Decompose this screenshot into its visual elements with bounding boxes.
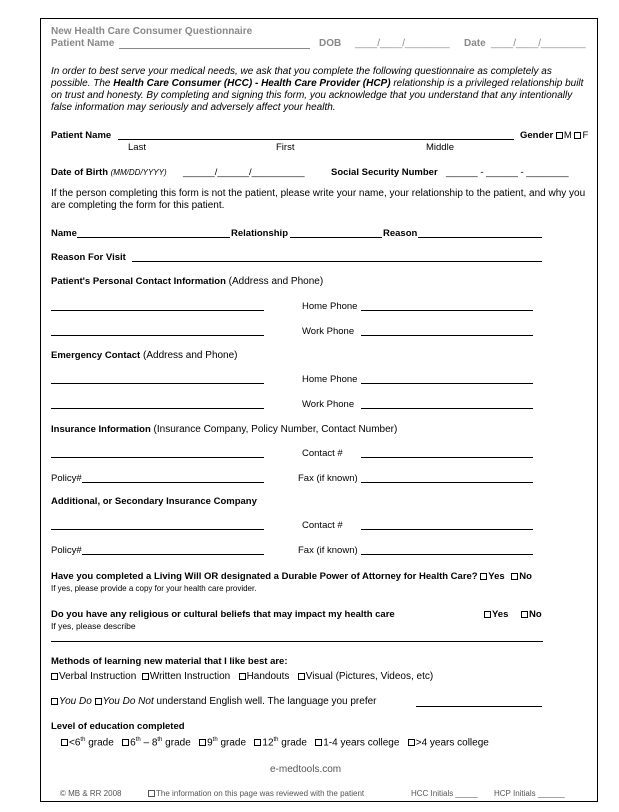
header-date-field[interactable]: ____/____/________ (491, 38, 586, 49)
gender-m-checkbox[interactable] (556, 132, 563, 139)
beliefs-description-field[interactable] (51, 641, 543, 642)
header-dob-field[interactable]: ____/____/________ (355, 38, 450, 49)
secondary-policy-label: Policy# (51, 545, 82, 556)
intro-paragraph: In order to best serve your medical needs, we ask that you complete the following questionnaire as completely as possible. The Health Care Consumer (HCC) - Health Care Provider (HCP) relationship is a privileged relationship built on trust and honesty. By completing and signing this form, you acknowledge that you understand that any intentionally false information may seriously and adversely affect your health. (51, 66, 584, 113)
header-date-label: Date (464, 38, 486, 49)
english-do-checkbox[interactable] (51, 698, 58, 705)
written-checkbox[interactable] (142, 673, 149, 680)
relationship-label: Relationship (231, 228, 289, 239)
preferred-language-field[interactable] (416, 706, 542, 707)
form-title: New Health Care Consumer Questionnaire (51, 26, 253, 37)
insurance-contact-label: Contact # (302, 448, 343, 459)
edu-college-plus-checkbox[interactable] (408, 739, 415, 746)
education-options: <6th grade 6th – 8th grade 9th grade 12th grade 1-4 years college >4 years college (61, 737, 489, 748)
completer-name-label: Name (51, 228, 77, 239)
beliefs-yes-checkbox[interactable] (484, 611, 491, 618)
fax-label: Fax (if known) (298, 473, 358, 484)
patient-name-field[interactable] (118, 139, 514, 140)
header-patient-name-field[interactable] (119, 48, 310, 49)
english-row: You Do You Do Not understand English well. The language you prefer (51, 697, 377, 707)
living-will-question: Have you completed a Living Will OR designated a Durable Power of Attorney for Health Care? Yes No (51, 571, 532, 582)
english-donot-checkbox[interactable] (95, 698, 102, 705)
personal-address-line-1[interactable] (51, 310, 264, 311)
edu-9-checkbox[interactable] (199, 739, 206, 746)
personal-address-line-2[interactable] (51, 335, 264, 336)
secondary-contact-label: Contact # (302, 520, 343, 531)
living-will-note: If yes, please provide a copy for your health care provider. (51, 584, 257, 593)
reason-field[interactable] (418, 237, 542, 238)
dob-label: Date of Birth (MM/DD/YYYY) (51, 167, 167, 178)
living-will-no-checkbox[interactable] (511, 573, 518, 580)
reason-visit-label: Reason For Visit (51, 252, 126, 263)
beliefs-question: Do you have any religious or cultural beliefs that may impact my health care (51, 609, 395, 620)
header-patient-name-label: Patient Name (51, 38, 115, 49)
handouts-checkbox[interactable] (239, 673, 246, 680)
emergency-work-phone-label: Work Phone (302, 399, 355, 410)
insurance-company-field[interactable] (51, 457, 264, 458)
edu-6-8-checkbox[interactable] (122, 739, 129, 746)
home-phone-label: Home Phone (302, 301, 358, 312)
dob-field[interactable]: ______/______/__________ (183, 167, 305, 178)
secondary-insurance-heading: Additional, or Secondary Insurance Company (51, 496, 257, 507)
secondary-fax-label: Fax (if known) (298, 545, 358, 556)
secondary-fax-field[interactable] (361, 554, 533, 555)
ssn-field[interactable]: ______ - ______ - ________ (446, 167, 569, 178)
last-label: Last (128, 142, 146, 153)
reason-visit-field[interactable] (132, 261, 542, 262)
middle-label: Middle (426, 142, 454, 153)
work-phone-label: Work Phone (302, 326, 355, 337)
footer-copyright: © MB & RR 2008 (60, 789, 122, 798)
learning-options: Verbal Instruction Written Instruction Handouts Visual (Pictures, Videos, etc) (51, 672, 433, 682)
beliefs-note: If yes, please describe (51, 621, 136, 631)
insurance-heading: Insurance Information (Insurance Company, Policy Number, Contact Number) (51, 424, 398, 435)
patient-name-label: Patient Name (51, 130, 112, 141)
footer-reviewed: The information on this page was reviewed with the patient (148, 790, 364, 798)
emergency-contact-heading: Emergency Contact (Address and Phone) (51, 350, 238, 361)
gender-row: Gender M F (520, 130, 589, 141)
living-will-yes-checkbox[interactable] (480, 573, 487, 580)
beliefs-options: Yes No (484, 610, 542, 620)
personal-contact-heading: Patient's Personal Contact Information (Address and Phone) (51, 276, 324, 287)
edu-lt6-checkbox[interactable] (61, 739, 68, 746)
completer-note: If the person completing this form is not the patient, please write your name, your relationship to the patient, and why you are completing the form for this patient. (51, 188, 586, 211)
learning-heading: Methods of learning new material that I like best are: (51, 656, 288, 667)
home-phone-field[interactable] (361, 310, 533, 311)
first-label: First (276, 142, 295, 153)
secondary-contact-field[interactable] (361, 529, 533, 530)
gender-f-checkbox[interactable] (574, 132, 581, 139)
reason-label: Reason (383, 228, 418, 239)
emergency-address-line-2[interactable] (51, 408, 264, 409)
work-phone-field[interactable] (361, 335, 533, 336)
policy-field[interactable] (82, 482, 264, 483)
page-border (40, 18, 598, 802)
relationship-field[interactable] (290, 237, 382, 238)
edu-college-checkbox[interactable] (315, 739, 322, 746)
verbal-checkbox[interactable] (51, 673, 58, 680)
emergency-home-phone-field[interactable] (361, 383, 533, 384)
insurance-contact-field[interactable] (361, 457, 533, 458)
beliefs-no-checkbox[interactable] (521, 611, 528, 618)
emergency-address-line-1[interactable] (51, 383, 264, 384)
secondary-company-field[interactable] (51, 529, 264, 530)
completer-name-field[interactable] (77, 237, 230, 238)
reviewed-checkbox[interactable] (148, 790, 155, 797)
header-dob-label: DOB (319, 38, 342, 49)
emergency-work-phone-field[interactable] (361, 408, 533, 409)
visual-checkbox[interactable] (298, 673, 305, 680)
footer-site: e-medtools.com (270, 764, 342, 775)
footer-hcp-initials: HCP Initials ______ (494, 789, 565, 798)
edu-12-checkbox[interactable] (254, 739, 261, 746)
secondary-policy-field[interactable] (82, 554, 264, 555)
emergency-home-phone-label: Home Phone (302, 374, 358, 385)
ssn-label: Social Security Number (331, 167, 438, 178)
footer-hcc-initials: HCC Initials _____ (411, 789, 478, 798)
education-heading: Level of education completed (51, 721, 185, 732)
fax-field[interactable] (361, 482, 533, 483)
policy-label: Policy# (51, 473, 82, 484)
